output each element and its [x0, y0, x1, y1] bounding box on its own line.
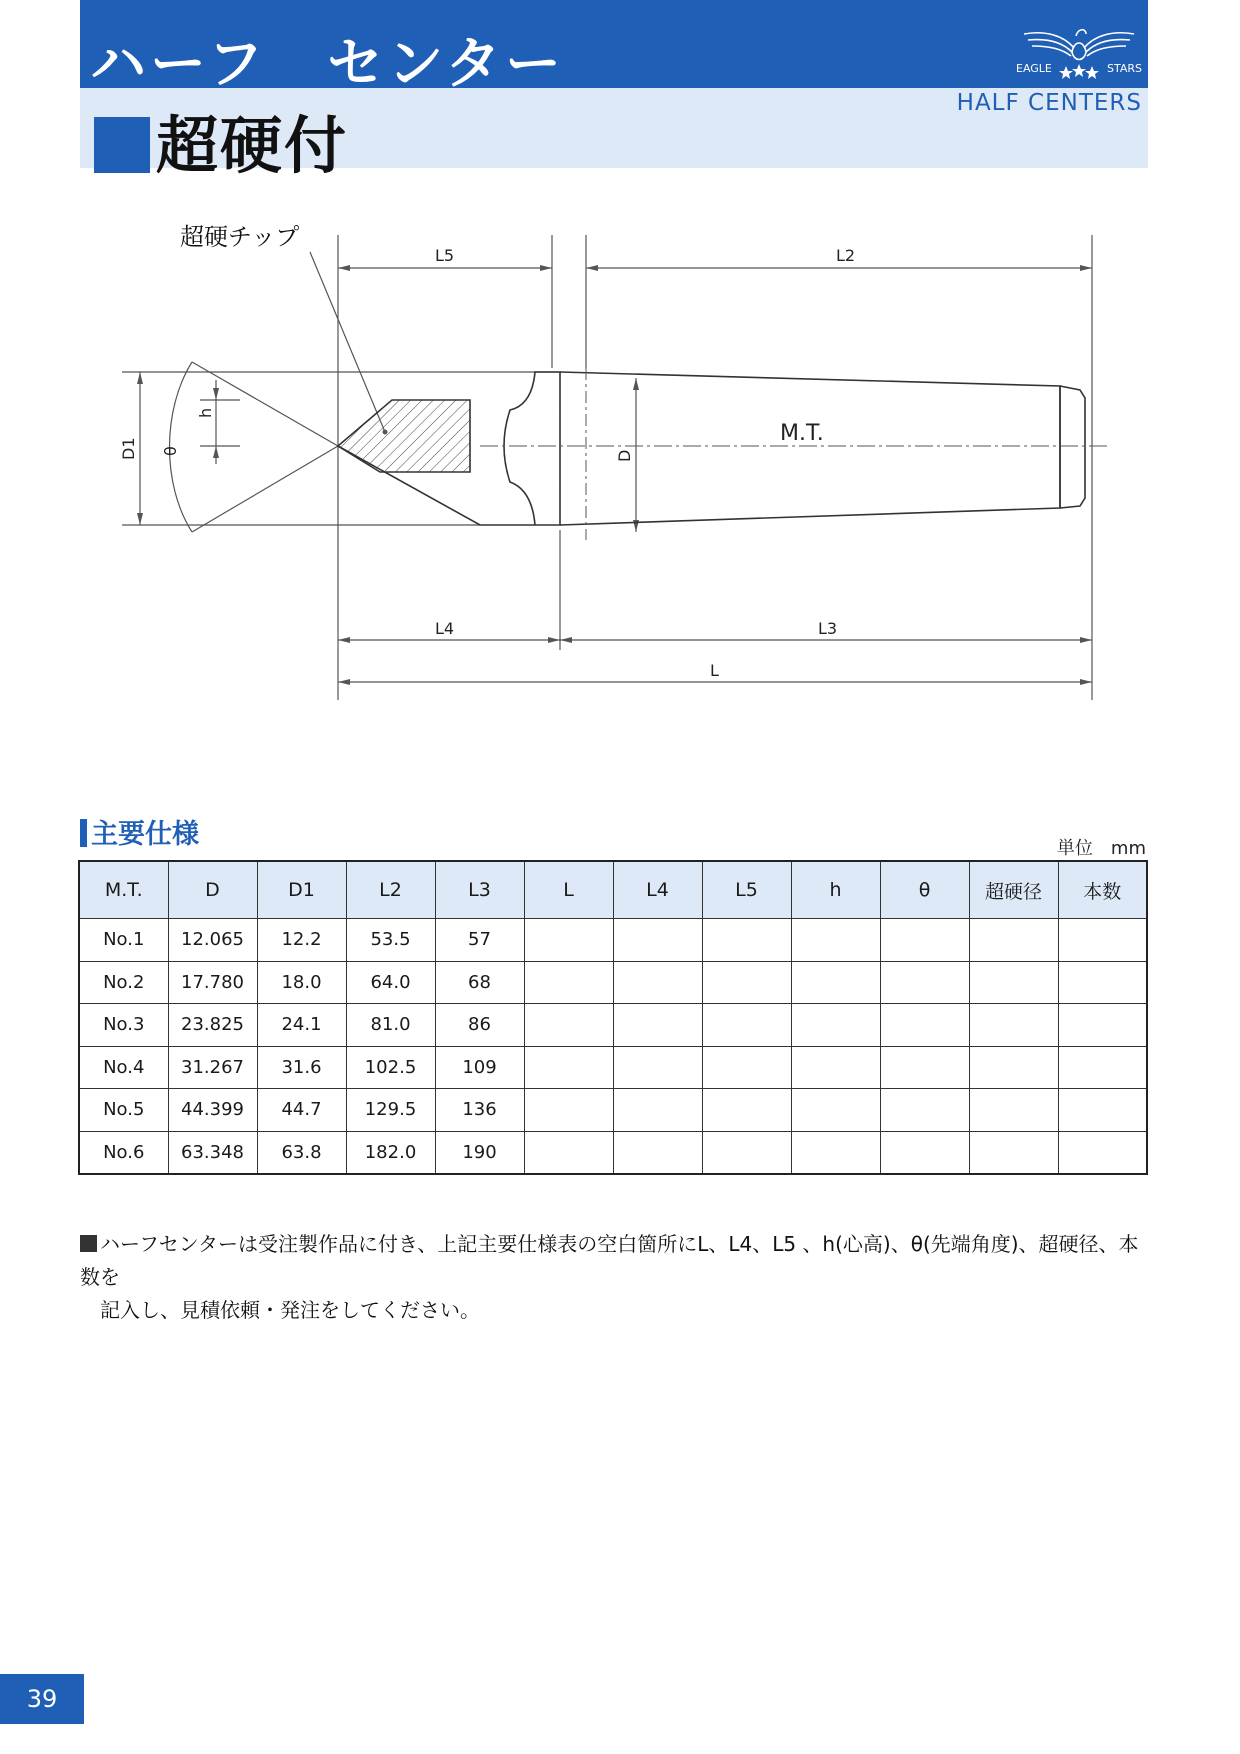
cell-l3: 68 — [435, 961, 524, 1004]
cell-blank-l[interactable] — [524, 919, 613, 962]
cell-mt: No.6 — [79, 1131, 168, 1174]
cell-l2: 64.0 — [346, 961, 435, 1004]
cell-mt: No.3 — [79, 1004, 168, 1047]
angle-leg-top — [192, 362, 338, 446]
cell-mt: No.1 — [79, 919, 168, 962]
column-header: L4 — [613, 861, 702, 919]
angle-leg-bottom — [192, 446, 338, 532]
cell-blank-l[interactable] — [524, 1046, 613, 1089]
cell-d1: 44.7 — [257, 1089, 346, 1132]
cell-l3: 190 — [435, 1131, 524, 1174]
note-line-1 — [80, 1228, 1150, 1294]
column-header: M.T. — [79, 861, 168, 919]
column-header: L3 — [435, 861, 524, 919]
arrow-l5-left — [338, 265, 350, 271]
arrow-l-left — [338, 679, 350, 685]
cell-l2: 81.0 — [346, 1004, 435, 1047]
specs-table — [78, 860, 1148, 1175]
table-row — [79, 1089, 1147, 1132]
table-header-row — [79, 861, 1147, 919]
column-header: 本数 — [1058, 861, 1147, 919]
arrow-d-top — [633, 378, 639, 390]
cell-blank-l5[interactable] — [702, 1131, 791, 1174]
cell-l3: 57 — [435, 919, 524, 962]
table-row — [79, 919, 1147, 962]
square-bullet-icon — [80, 1235, 97, 1252]
header-title-band — [80, 0, 1148, 97]
cell-blank-carbide[interactable] — [969, 1046, 1058, 1089]
page-subtitle — [94, 96, 348, 185]
cell-blank-carbide[interactable] — [969, 961, 1058, 1004]
cell-l2: 182.0 — [346, 1131, 435, 1174]
specs-section-title — [80, 812, 199, 851]
cell-d: 17.780 — [168, 961, 257, 1004]
cell-blank-qty[interactable] — [1058, 1089, 1147, 1132]
column-header: 超硬径 — [969, 861, 1058, 919]
cell-blank-h[interactable] — [791, 1131, 880, 1174]
eagle-stars-logo-icon — [1016, 22, 1142, 84]
label-d1: D1 — [119, 437, 138, 460]
cell-l2: 53.5 — [346, 919, 435, 962]
tip-leader-line — [310, 252, 385, 432]
cell-d: 31.267 — [168, 1046, 257, 1089]
cell-blank-qty[interactable] — [1058, 1131, 1147, 1174]
label-mt: M.T. — [780, 421, 824, 446]
cell-d: 12.065 — [168, 919, 257, 962]
cell-blank-qty[interactable] — [1058, 1004, 1147, 1047]
cell-l3: 136 — [435, 1089, 524, 1132]
cell-blank-l4[interactable] — [613, 1046, 702, 1089]
english-title: HALF CENTERS — [956, 90, 1142, 116]
cell-blank-h[interactable] — [791, 1004, 880, 1047]
carbide-tip-hatched — [338, 400, 470, 472]
cell-blank-qty[interactable] — [1058, 1046, 1147, 1089]
tang-end — [1060, 386, 1085, 508]
cell-blank-l[interactable] — [524, 1131, 613, 1174]
cell-blank-h[interactable] — [791, 961, 880, 1004]
column-header: L — [524, 861, 613, 919]
cell-blank-carbide[interactable] — [969, 1131, 1058, 1174]
cell-blank-theta[interactable] — [880, 919, 969, 962]
half-center-drawing — [80, 210, 1148, 710]
cell-d: 23.825 — [168, 1004, 257, 1047]
cell-blank-h[interactable] — [791, 1046, 880, 1089]
label-l2: L2 — [836, 246, 856, 265]
arrow-d1-top — [137, 372, 143, 384]
cell-blank-l4[interactable] — [613, 1004, 702, 1047]
column-header: D1 — [257, 861, 346, 919]
cell-l3: 109 — [435, 1046, 524, 1089]
arrow-h-bottom — [213, 446, 219, 458]
cell-blank-h[interactable] — [791, 1089, 880, 1132]
label-l: L — [710, 661, 719, 680]
technical-drawing — [80, 210, 1148, 710]
cell-blank-l5[interactable] — [702, 961, 791, 1004]
cell-blank-theta[interactable] — [880, 1046, 969, 1089]
arrow-l-right — [1080, 679, 1092, 685]
label-d: D — [615, 449, 634, 462]
label-l4: L4 — [435, 619, 455, 638]
cell-mt: No.4 — [79, 1046, 168, 1089]
specs-title-text: 主要仕様 — [91, 819, 199, 850]
cell-l3: 86 — [435, 1004, 524, 1047]
cell-d1: 31.6 — [257, 1046, 346, 1089]
arrow-l3-left — [560, 637, 572, 643]
arrow-l2-left — [586, 265, 598, 271]
arrow-d1-bottom — [137, 513, 143, 525]
section-bar-icon — [80, 819, 87, 847]
page-number: 39 — [0, 1674, 84, 1724]
cell-mt: No.2 — [79, 961, 168, 1004]
arrow-h-top — [213, 388, 219, 400]
cell-blank-qty[interactable] — [1058, 961, 1147, 1004]
arrow-l2-right — [1080, 265, 1092, 271]
column-header: D — [168, 861, 257, 919]
table-row — [79, 1004, 1147, 1047]
page-title: ハーフ センター — [90, 32, 565, 97]
cell-d: 63.348 — [168, 1131, 257, 1174]
cell-blank-l5[interactable] — [702, 919, 791, 962]
cell-d1: 12.2 — [257, 919, 346, 962]
logo-right-text: STARS — [1107, 62, 1142, 75]
table-row — [79, 1131, 1147, 1174]
subtitle-text: 超硬付 — [156, 109, 349, 182]
square-marker-icon — [94, 117, 150, 173]
cell-d1: 24.1 — [257, 1004, 346, 1047]
cell-blank-theta[interactable] — [880, 1131, 969, 1174]
cell-blank-h[interactable] — [791, 919, 880, 962]
cell-blank-l5[interactable] — [702, 1004, 791, 1047]
label-theta: θ — [161, 446, 180, 456]
cell-l2: 102.5 — [346, 1046, 435, 1089]
cell-blank-theta[interactable] — [880, 961, 969, 1004]
column-header: L2 — [346, 861, 435, 919]
note-line-1-text: ハーフセンターは受注製作品に付き、上記主要仕様表の空白箇所にL、L4、L5 、h(心高)、θ(先端角度)、超硬径、本数を — [80, 1232, 1139, 1289]
column-header: h — [791, 861, 880, 919]
column-header: θ — [880, 861, 969, 919]
cell-mt: No.5 — [79, 1089, 168, 1132]
cell-l2: 129.5 — [346, 1089, 435, 1132]
cell-blank-l4[interactable] — [613, 1131, 702, 1174]
label-l5: L5 — [435, 246, 455, 265]
cell-blank-l[interactable] — [524, 961, 613, 1004]
cell-d: 44.399 — [168, 1089, 257, 1132]
table-row — [79, 1046, 1147, 1089]
taper-shank — [560, 372, 1060, 525]
cell-blank-qty[interactable] — [1058, 919, 1147, 962]
arrow-l3-right — [1080, 637, 1092, 643]
arrow-l4-right — [548, 637, 560, 643]
cell-blank-theta[interactable] — [880, 1089, 969, 1132]
cell-blank-l4[interactable] — [613, 961, 702, 1004]
carbide-tip-label: 超硬チップ — [180, 223, 300, 251]
order-note — [80, 1228, 1150, 1327]
cell-blank-carbide[interactable] — [969, 1004, 1058, 1047]
cell-d1: 18.0 — [257, 961, 346, 1004]
cell-d1: 63.8 — [257, 1131, 346, 1174]
label-h: h — [196, 407, 215, 418]
cell-blank-carbide[interactable] — [969, 1089, 1058, 1132]
table-row — [79, 961, 1147, 1004]
arrow-l5-right — [540, 265, 552, 271]
cell-blank-l4[interactable] — [613, 1089, 702, 1132]
unit-label: 単位 mm — [1056, 838, 1146, 859]
label-l3: L3 — [818, 619, 838, 638]
column-header: L5 — [702, 861, 791, 919]
page-header — [80, 0, 1148, 182]
cell-blank-l4[interactable] — [613, 919, 702, 962]
cell-blank-theta[interactable] — [880, 1004, 969, 1047]
cell-blank-carbide[interactable] — [969, 919, 1058, 962]
cell-blank-l[interactable] — [524, 1089, 613, 1132]
arrow-l4-left — [338, 637, 350, 643]
cell-blank-l5[interactable] — [702, 1046, 791, 1089]
cell-blank-l5[interactable] — [702, 1089, 791, 1132]
note-line-2: 記入し、見積依頼・発注をしてください。 — [100, 1298, 480, 1322]
logo-left-text: EAGLE — [1016, 62, 1052, 75]
cell-blank-l[interactable] — [524, 1004, 613, 1047]
